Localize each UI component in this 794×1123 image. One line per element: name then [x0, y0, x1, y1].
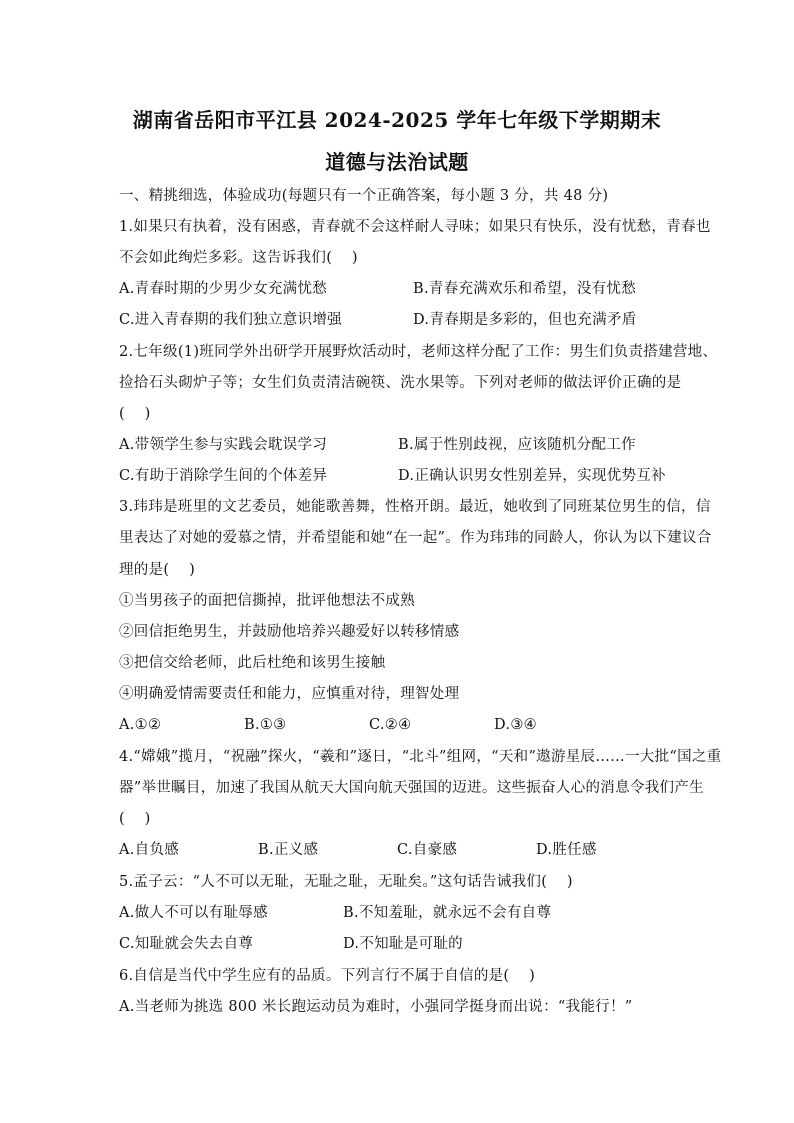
q4-option-b: B.正义感 — [258, 842, 319, 858]
q3-option-a: A.①② — [119, 717, 162, 733]
q3-option-b: B.①③ — [244, 717, 287, 733]
q2-option-b: B.属于性别歧视，应该随机分配工作 — [398, 437, 636, 453]
q1-option-d: D.青春期是多彩的，但也充满矛盾 — [413, 312, 637, 328]
q3-stem-line1: 3.玮玮是班里的文艺委员，她能歌善舞，性格开朗。最近，她收到了同班某位男生的信，信 — [119, 499, 711, 515]
q3-stem-line2: 里表达了对她的爱慕之情，并希望能和她“在一起”。作为玮玮的同龄人，你认为以下建议合 — [119, 530, 712, 546]
exam-title: 湖南省岳阳市平江县 2024-2025 学年七年级下学期期末 — [132, 108, 662, 132]
q1-option-a: A.青春时期的少男少女充满忧愁 — [119, 281, 328, 297]
q3-option-d: D.③④ — [494, 717, 537, 733]
q6-option-a: A.当老师为挑选 800 米长跑运动员为难时，小强同学挺身而出说：“我能行！” — [119, 999, 633, 1015]
q5-option-b: B.不知羞耻，就永远不会有自尊 — [343, 905, 552, 921]
q2-stem-line2: 捡拾石头砌炉子等；女生们负责清洁碗筷、洗水果等。下列对老师的做法评价正确的是 — [119, 375, 682, 391]
q1-option-b: B.青春充满欢乐和希望，没有忧愁 — [413, 281, 637, 297]
q1-stem-line2: 不会如此绚烂多彩。这告诉我们( ) — [119, 250, 358, 266]
q4-option-c: C.自豪感 — [397, 842, 458, 858]
q5-option-a: A.做人不可以有耻辱感 — [119, 905, 268, 921]
q3-option-c: C.②④ — [369, 717, 412, 733]
q4-option-a: A.自负感 — [119, 842, 180, 858]
q5-option-d: D.不知耻是可耻的 — [343, 936, 463, 952]
q1-option-c: C.进入青春期的我们独立意识增强 — [119, 312, 342, 328]
q3-item-2: ②回信拒绝男生，并鼓励他培养兴趣爱好以转移情感 — [119, 624, 460, 640]
q4-stem-line2: 器”举世瞩目，加速了我国从航天大国向航天强国的迈进。这些振奋人心的消息令我们产生 — [119, 780, 704, 796]
q2-stem-line3: ( ) — [119, 406, 151, 422]
q3-item-4: ④明确爱情需要责任和能力，应慎重对待，理智处理 — [119, 686, 460, 702]
q2-option-c: C.有助于消除学生间的个体差异 — [119, 468, 328, 484]
q4-option-d: D.胜任感 — [536, 842, 597, 858]
q6-stem-line1: 6.自信是当代中学生应有的品质。下列言行不属于自信的是( ) — [119, 968, 536, 984]
q2-option-a: A.带领学生参与实践会耽误学习 — [119, 437, 328, 453]
q1-stem-line1: 1.如果只有执着，没有困惑，青春就不会这样耐人寻味；如果只有快乐，没有忧愁，青春也 — [119, 219, 711, 235]
q5-stem-line1: 5.孟子云：“人不可以无耻，无耻之耻，无耻矣。”这句话告诫我们( ) — [119, 874, 573, 890]
q4-stem-line3: ( ) — [119, 811, 151, 827]
q3-stem-line3: 理的是( ) — [119, 562, 196, 578]
section-header: 一、精挑细选，体验成功(每题只有一个正确答案，每小题 3 分，共 48 分) — [119, 188, 609, 204]
exam-subject: 道德与法治试题 — [325, 150, 469, 174]
q5-option-c: C.知耻就会失去自尊 — [119, 936, 254, 952]
q2-stem-line1: 2.七年级(1)班同学外出研学开展野炊活动时，老师这样分配了工作：男生们负责搭建营地、 — [119, 344, 718, 360]
q4-stem-line1: 4.“嫦娥”揽月，“祝融”探火，“羲和”逐日，“北斗”组网，“天和”遨游星辰……一大批“国之重 — [119, 749, 722, 765]
q2-option-d: D.正确认识男女性别差异，实现优势互补 — [398, 468, 666, 484]
q3-item-1: ①当男孩子的面把信撕掉，批评他想法不成熟 — [119, 593, 415, 609]
q3-item-3: ③把信交给老师，此后杜绝和该男生接触 — [119, 655, 386, 671]
